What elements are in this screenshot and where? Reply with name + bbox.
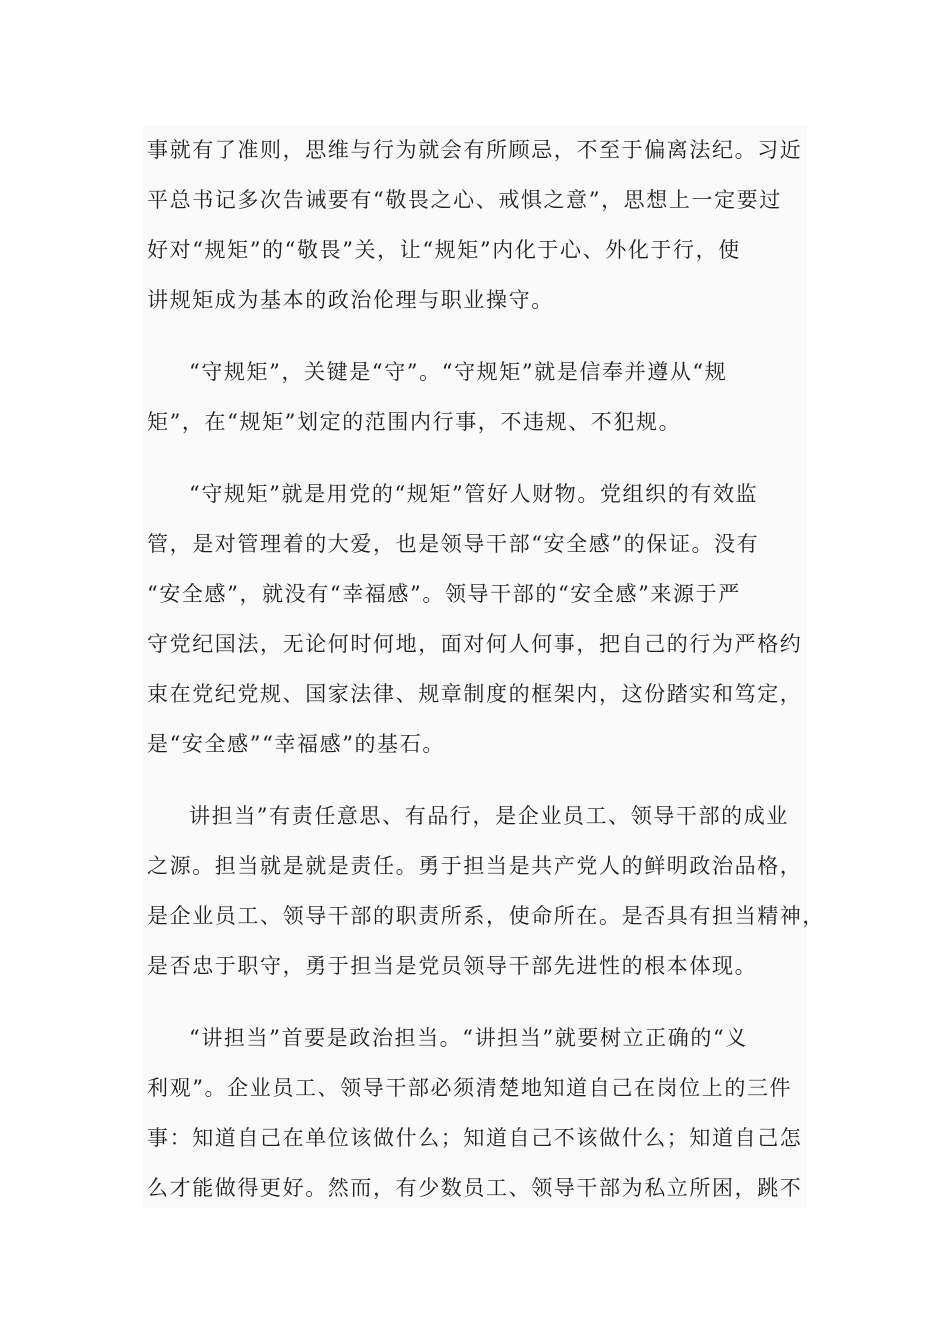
paragraph-line: 讲担当”有责任意思、有品行，是企业员工、领导干部的成业 [189,804,789,828]
paragraph-line: “守规矩”就是用党的“规矩”管好人财物。党组织的有效监 [189,482,759,506]
paragraph-line: 束在党纪党规、国家法律、规章制度的框架内，这份踏实和笃定， [147,682,803,706]
paragraph-line: 事就有了准则，思维与行为就会有所顾忌，不至于偏离法纪。习近 [147,138,803,162]
paragraph-line: “安全感”，就没有“幸福感”。领导干部的“安全感”来源于严 [147,582,741,606]
paragraph-line: “守规矩”，关键是“守”。“守规矩”就是信奉并遵从“规 [189,360,728,384]
paragraph-line: 管，是对管理着的大爱，也是领导干部“安全感”的保证。没有 [147,532,760,556]
paragraph-line: 矩”，在“规矩”划定的范围内行事，不违规、不犯规。 [147,410,682,434]
paragraph-line: “讲担当”首要是政治担当。“讲担当”就要树立正确的“义 [189,1026,748,1050]
paragraph-line: 是否忠于职守，勇于担当是党员领导干部先进性的根本体现。 [147,954,758,978]
paragraph-line: 事：知道自己在单位该做什么；知道自己不该做什么；知道自己怎 [147,1126,803,1150]
paragraph-line: 平总书记多次告诫要有“敬畏之心、戒惧之意”，思想上一定要过 [147,188,782,212]
paragraph-line: 好对“规矩”的“敬畏”关，让“规矩”内化于心、外化于行，使 [147,238,741,262]
document-text-block [143,125,825,1208]
paragraph-line: 之源。担当就是就是责任。勇于担当是共产党人的鲜明政治品格， [147,854,803,878]
paragraph-line: 是“安全感”“幸福感”的基石。 [147,732,445,756]
paragraph-line: 守党纪国法，无论何时何地，面对何人何事，把自己的行为严格约 [147,632,803,656]
paragraph-line: 是企业员工、领导干部的职责所系，使命所在。是否具有担当精神， [147,904,825,928]
paragraph-line: 利观”。企业员工、领导干部必须清楚地知道自己在岗位上的三件 [147,1076,793,1100]
paragraph-line: 讲规矩成为基本的政治伦理与职业操守。 [147,288,554,312]
paragraph-line: 么才能做得更好。然而，有少数员工、领导干部为私立所困，跳不 [147,1176,803,1200]
